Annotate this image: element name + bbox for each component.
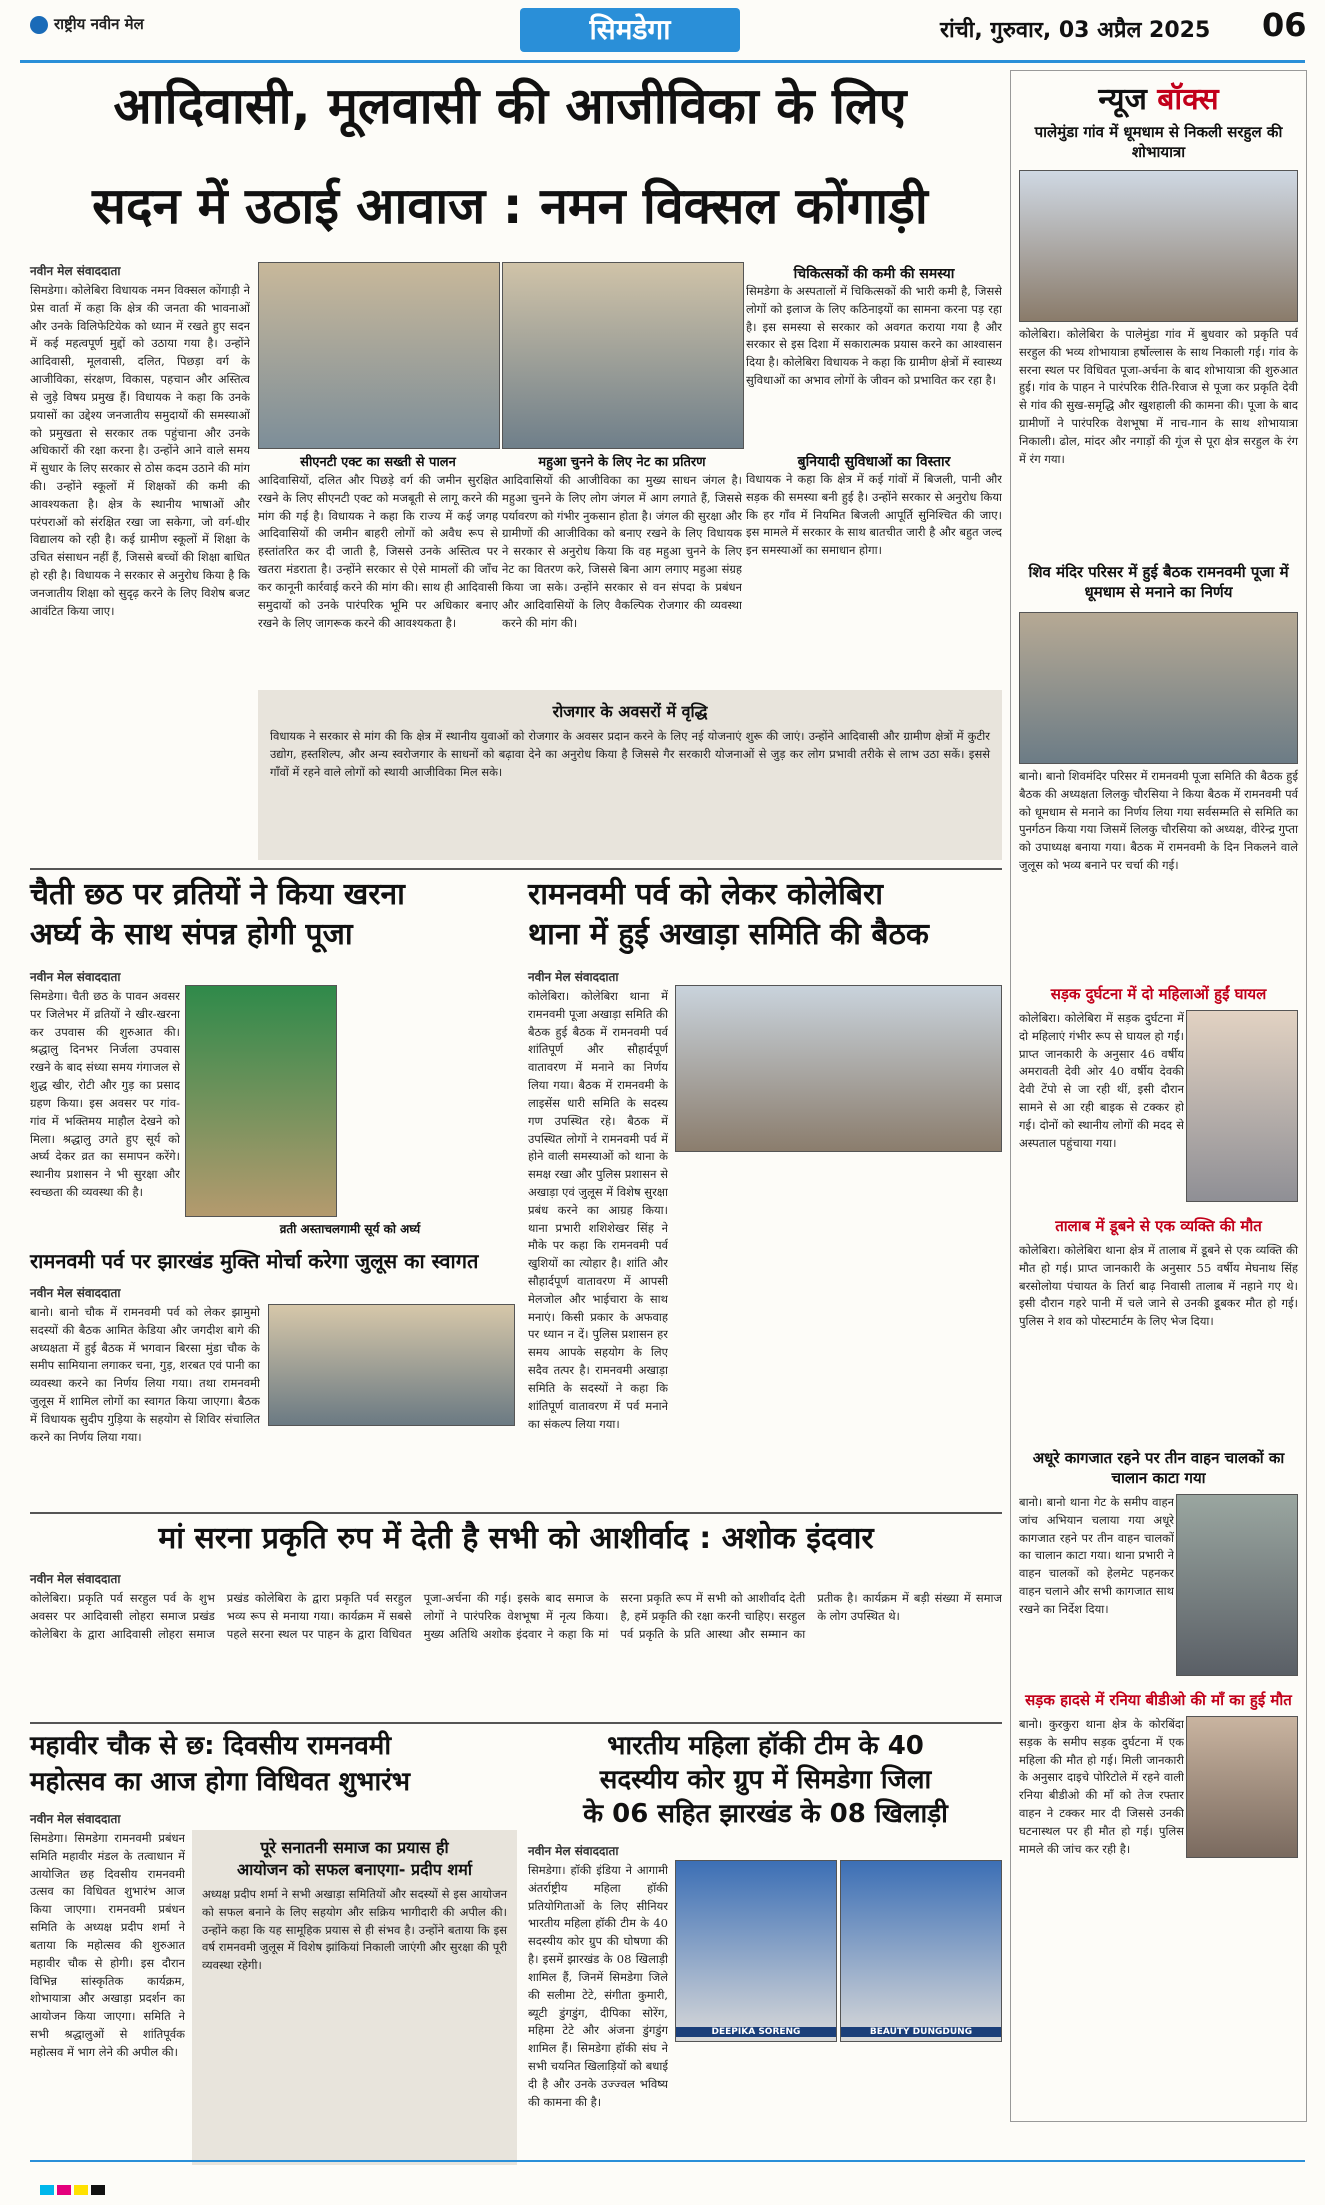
kolebira-photo — [675, 985, 1002, 1152]
news-story3-text: कोलेबिरा। कोलेबिरा में सड़क दुर्घटना में दो महिलाएं गंभीर रूप से घायल हो गईं। प्राप्त जानकारी के अनुसार 46 वर्षीय अमरावती देवी ओर 40 वर्षीय देवकी देवी टेंपो से जा रही थीं, इसी दौरान सामने से आ रही बाइक से टक्कर हो गई। दोनों को स्थानीय लोगों की मदद से अस्पताल पहुंचाया गया। — [1019, 1011, 1184, 1150]
news-story1-head: पालेमुंडा गांव में धूमधाम से निकली सरहुल की शोभायात्रा — [1034, 123, 1283, 161]
logo-icon — [30, 16, 48, 34]
employment-text: विधायक ने सरकार से मांग की कि क्षेत्र में स्थानीय युवाओं को रोजगार के अवसर प्रदान करने के लिए नई योजनाएं शुरू की जाएं। उन्होंने आदिवासी और ग्रामीण क्षेत्रों में कुटीर उद्योग, हस्तशिल्प, और अन्य स्वरोजगार के साधनों को बढ़ावा देने का अनुरोध किया है जिससे गैर सरकारी योजनाओं से जुड़ कर लोग प्रभावी तरीके से लाभ उठा सकें। इससे गाँवों में रहने वाले लोगों को स्थायी आजीविका मिल सके। — [270, 729, 990, 779]
masthead-rule — [20, 60, 1305, 63]
mahavir-quote-box — [192, 1830, 517, 2165]
sarna-headline: मां सरना प्रकृति रुप में देती है सभी को आशीर्वाद : अशोक इंदवार — [158, 1521, 874, 1556]
section-tab: सिमडेगा — [520, 8, 740, 52]
news-story2-text: बानो। बानो शिवमंदिर परिसर में रामनवमी पूजा समिति की बैठक हुई बैठक की अध्यक्षता लिलकु चौरसिया ने किया बैठक में रामनवमी पर्व को धूमधाम से मनाने का निर्णय लिया गया सर्वसम्मति से समिति का पुनर्गठन किया गया जिसमें लिलकु चौरसिया को अध्यक्ष, वीरेन्द्र गुप्ता को उपाध्यक्ष बनाया गया। बैठक में रामनवमी के दिन निकलने वाले जुलूस को भव्य बनाने पर चर्चा की गई। — [1019, 769, 1298, 873]
news-story4-text: कोलेबिरा। कोलेबिरा थाना क्षेत्र में तालाब में डूबने से एक व्यक्ति की मौत हो गई। प्राप्त जानकारी के अनुसार 55 वर्षीय मेघनाथ सिंह बरसोलोया पंचायत के तिर्रा बाढ़ निवासी तालाब में नहाने गए थे। इसी दौरान गहरे पानी में चले जाने से उनकी डूबकर मौत हो गई। पुलिस ने शव को पोस्टमार्टम के लिए भेज दिया। — [1019, 1243, 1298, 1329]
hockey-player-label-1: DEEPIKA SORENG — [676, 2027, 836, 2037]
mahavir-quote-text: अध्यक्ष प्रदीप शर्मा ने सभी अखाड़ा समितियों और सदस्यों से इस आयोजन को सफल बनाने के लिए सहयोग और सक्रिय भागीदारी की अपील की। उन्होंने कहा कि यह सामूहिक प्रयास से ही संभव है। उन्होंने बताया कि इस वर्ष रामनवमी जुलूस में विशेष झांकियां निकाली जाएंगी और सुरक्षा की पूरी व्यवस्था रहेगी। — [202, 1887, 507, 1973]
lead-photo-1 — [258, 262, 500, 449]
lead-photo2-caption: महुआ चुनने के लिए नेट का प्रतिरण — [538, 455, 706, 470]
hockey-byline: नवीन मेल संवाददाता — [528, 1844, 619, 1858]
mahavir-quote-head-line2: आयोजन को सफल बनाएगा- प्रदीप शर्मा — [236, 1860, 473, 1879]
news-story4-head: तालाब में डूबने से एक व्यक्ति की मौत — [1055, 1217, 1262, 1235]
mahavir-headline-line2: महोत्सव का आज होगा विधिवत शुभारंभ — [30, 1767, 411, 1797]
lead-col4-subhead: बुनियादी सुविधाओं का विस्तार — [797, 454, 951, 470]
ramnavami-jmm-text: बानो। बानो चौक में रामनवमी पर्व को लेकर झामुमो सदस्यों की बैठक आमित केडिया और जगदीश बागे की अध्यक्षता में हुई बैठक में भगवान बिरसा मुंडा चौक के समीप सामियाना लगाकर चना, गुड़, शरबत एवं पानी का व्यवस्था करने का निर्णय लिया गया। तथा रामनवमी जुलूस में शामिल लोगों का स्वागत किया जाएगा। बैठक में विधायक सुदीप गुड़िया के सहयोग से शिविर संचालित करने का निर्णय लिया गया। — [30, 1305, 260, 1444]
news-story5-photo — [1176, 1494, 1298, 1676]
page-number: 06 — [1262, 6, 1307, 44]
chhath-byline: नवीन मेल संवाददाता — [30, 970, 121, 984]
hockey-player-label-2: BEAUTY DUNGDUNG — [841, 2027, 1001, 2037]
lead-headline-line1: आदिवासी, मूलवासी की आजीविका के लिए — [113, 77, 907, 135]
news-story6-head: सड़क हादसे में रनिया बीडीओ की माँ का हुई मौत — [1025, 1691, 1292, 1709]
news-story1-text: कोलेबिरा। कोलेबिरा के पालेमुंडा गांव में बुधवार को प्रकृति पर्व सरहुल की भव्य शोभायात्रा हर्षोल्लास के साथ निकाली गई। गांव के सरना स्थल पर विधिवत पूजा-अर्चना के बाद शोभायात्रा की शुरुआत हुई। गांव के पाहन ने पारंपरिक रीति-रिवाज से पूजा कर प्रकृति देवी से गांव की सुख-समृद्धि और खुशहाली की कामना की। पूजा के बाद ग्रामीणों ने पारंपरिक वेशभूषा में नाच-गान के साथ शोभायात्रा निकाली। ढोल, मांदर और नगाड़ों की गूंज से पूरा क्षेत्र सरहुल के रंग में रंग गया। — [1019, 327, 1298, 466]
section-divider-3 — [30, 1722, 1002, 1724]
mahavir-byline: नवीन मेल संवाददाता — [30, 1812, 121, 1826]
ramnavami-jmm-photo — [268, 1304, 515, 1426]
ramnavami-jmm-byline: नवीन मेल संवाददाता — [30, 1286, 121, 1300]
hockey-headline-line2: सदस्यीय कोर ग्रुप में सिमडेगा जिला — [599, 1765, 932, 1795]
news-story3-head: सड़क दुर्घटना में दो महिलाओं हुईं घायल — [1050, 985, 1267, 1003]
lead-column-4: सिमडेगा के अस्पतालों में चिकित्सकों की भारी कमी है, जिससे लोगों को इलाज के लिए कठिनाइयों का सामना करना पड़ रहा है। इस समस्या से सरकार को अवगत कराया गया है और सरकार से इस दिशा में सकारात्मक प्रयास करने का आश्वासन दिया है। कोलेबिरा विधायक ने कहा कि ग्रामीण क्षेत्रों में स्वास्थ्य सुविधाओं का अभाव लोगों के जीवन को प्रभावित कर रहा है। — [746, 284, 1002, 388]
kolebira-text: कोलेबिरा। कोलेबिरा थाना में रामनवमी पूजा अखाड़ा समिति की बैठक हुई बैठक में रामनवमी पर्व शांतिपूर्ण और सौहार्दपूर्ण वातावरण में मनाने का निर्णय लिया गया। बैठक में रामनवमी के लाइसेंस धारी समिति के सदस्य गण उपस्थित रहे। बैठक में उपस्थित लोगों ने रामनवमी पर्व में होने वाली समस्याओं को थाना के समक्ष रखा और पुलिस प्रशासन से अखाड़ा एवं जुलूस में विशेष सुरक्षा प्रबंध करने का आग्रह किया। थाना प्रभारी शशिशेखर सिंह ने मौके पर कहा कि रामनवमी पर्व खुशियों का त्योहार है। शांति और सौहार्दपूर्ण वातावरण में आपसी मेलजोल और भाईचारा के साथ मनाएं। किसी प्रकार के अफवाह पर ध्यान न दें। पुलिस प्रशासन हर समय आपके सहयोग के लिए सदैव तत्पर है। रामनवमी अखाड़ा समिति के सदस्यों ने कहा कि शांतिपूर्ण वातावरण में पर्व मनाने का संकल्प लिया गया। — [528, 989, 668, 1431]
news-box-title: न्यूज बॉक्स — [1098, 82, 1219, 117]
newspaper-logo: राष्ट्रीय नवीन मेल — [30, 14, 144, 34]
kolebira-headline-line1: रामनवमी पर्व को लेकर कोलेबिरा — [528, 877, 884, 912]
news-story6-photo — [1186, 1716, 1298, 1858]
ramnavami-jmm-headline: रामनवमी पर्व पर झारखंड मुक्ति मोर्चा करेगा जुलूस का स्वागत — [30, 1249, 479, 1273]
kolebira-headline-line2: थाना में हुई अखाड़ा समिति की बैठक — [528, 917, 929, 952]
lead-headline-line2: सदन में उठाई आवाज : नमन विक्सल कोंगाड़ी — [92, 177, 928, 235]
hockey-text: सिमडेगा। हॉकी इंडिया ने आगामी अंतर्राष्ट्रीय महिला हॉकी प्रतियोगिताओं के लिए सीनियर भारतीय महिला हॉकी टीम के 40 सदस्यीय कोर ग्रुप की घोषणा की है। इसमें झारखंड के 08 खिलाड़ी शामिल हैं, जिनमें सिमडेगा जिले की सलीमा टेटे, संगीता कुमारी, ब्यूटी डुंगडुंग, दीपिका सोरेंग, महिमा टेटे और अंजना डुंगडुंग शामिल हैं। सिमडेगा हॉकी संघ ने सभी चयनित खिलाड़ियों को बधाई दी है और उनके उज्ज्वल भविष्य की कामना की है। — [528, 1863, 668, 2109]
news-story2-photo — [1019, 612, 1298, 764]
sarna-text: कोलेबिरा। प्रकृति पर्व सरहुल पर्व के शुभ अवसर पर आदिवासी लोहरा समाज प्रखंड कोलेबिरा के द्वारा आदिवासी लोहरा समाज प्रखंड कोलेबिरा के द्वारा प्रकृति पर्व सरहुल भव्य रूप से मनाया गया। कार्यक्रम में सबसे पहले सरना स्थल पर पाहन के द्वारा विधिवत पूजा-अर्चना की गई। इसके बाद समाज के लोगों ने पारंपरिक वेशभूषा में नृत्य किया। मुख्य अतिथि अशोक इंदवार ने कहा कि मां सरना प्रकृति रूप में सभी को आशीर्वाद देती है, हमें प्रकृति की रक्षा करनी चाहिए। सरहुल पर्व प्रकृति के प्रति आस्था और सम्मान का प्रतीक है। कार्यक्रम में बड़ी संख्या में समाज के लोग उपस्थित थे। — [30, 1591, 1002, 1641]
news-story1-photo — [1019, 170, 1298, 322]
sarna-byline: नवीन मेल संवाददाता — [30, 1572, 121, 1586]
hockey-headline-line3: के 06 सहित झारखंड के 08 खिलाड़ी — [583, 1799, 948, 1829]
chhath-photo-caption: व्रती अस्ताचलगामी सूर्य को अर्घ्य — [279, 1222, 421, 1236]
employment-head: रोजगार के अवसरों में वृद्धि — [552, 702, 708, 721]
chhath-text: सिमडेगा। चैती छठ के पावन अवसर पर जिलेभर में व्रतियों ने खीर-खरना कर उपवास की शुरुआत की। श्रद्धालु दिनभर निर्जला उपवास रखने के बाद संध्या समय गंगाजल से शुद्ध खीर, रोटी और गुड़ का प्रसाद ग्रहण किया। इस अवसर पर गांव-गांव में भक्तिमय माहौल देखने को मिला। श्रद्धालु उगते हुए सूर्य को अर्घ्य देकर व्रत का समापन करेंगे। स्थानीय प्रशासन ने भी सुरक्षा और स्वच्छता की व्यवस्था की है। — [30, 989, 180, 1199]
registration-marks — [40, 2180, 108, 2199]
chhath-headline-line2: अर्घ्य के साथ संपन्न होगी पूजा — [30, 917, 353, 952]
lead-column-3: आदिवासियों की आजीविका का मुख्य साधन जंगल है। महुआ चुनने के लिए लोग जंगल में आग लगाते हैं, जिससे पर्यावरण को गंभीर नुकसान होता है। जंगल की सुरक्षा और ग्रामीणों की आजीविका को बनाए रखने के लिए विधायक ने सरकार से अनुरोध किया कि वह महुआ चुनने के लिए नेट का वितरण करे, जिससे बिना आग लगाए महुआ संग्रह किया जा सके। उन्होंने सरकार से वन संपदा के प्रबंधन और आदिवासियों के लिए वैकल्पिक रोजगार की व्यवस्था करने की मांग की। — [502, 473, 742, 630]
mahavir-headline-line1: महावीर चौक से छ: दिवसीय रामनवमी — [30, 1731, 392, 1761]
lead-byline: नवीन मेल संवाददाता — [30, 264, 121, 278]
lead-column-1: सिमडेगा। कोलेबिरा विधायक नमन विक्सल कोंगाड़ी ने प्रेस वार्ता में कहा कि क्षेत्र की जनता की भावनाओं और उनके विलिफेटियेक को ध्यान में रखते हुए सदन में कई महत्वपूर्ण मुद्दों को उठाया गया है। उन्होंने आदिवासी, मूलवासी, दलित, पिछड़ा वर्ग के आजीविका, संरक्षण, विकास, पहचान और अस्तित्व से जुड़े विषय प्रमुख हैं। विधायक ने कहा कि उनके प्रयासों का उद्देश्य जनजातीय समुदायों की समस्याओं को प्रमुखता से सरकार तक पहुंचाना और उनके अधिकारों की रक्षा करना है। उन्होंने आने वाले समय में सुधार के लिए सरकार से ठोस कदम उठाने की मांग की। उन्होंने स्कूलों में शिक्षकों की कमी की आवश्यकता है। क्षेत्र के स्थानीय भाषाओं और परंपराओं को संरक्षित रखा जा सकेगा, जो वर्ग-धीर विद्यालय को रही है। कई ग्रामीण स्कूलों में शिक्षा के उचित संसाधन नहीं हैं, जिससे बच्चों की शिक्षा बाधित हो रही है। विधायक ने सरकार से अनुरोध किया है कि जनजातीय शिक्षा को सुदृढ़ करने के लिए विशेष बजट आवंटित किया जाए। — [30, 283, 250, 618]
chhath-headline-line1: चैती छठ पर व्रतियों ने किया खरना — [30, 877, 405, 912]
footer-rule — [30, 2160, 1305, 2162]
lead-column-4-wrap — [746, 262, 1002, 447]
hockey-photo-2 — [840, 1860, 1002, 2042]
mahavir-quote-head-line1: पूरे सनातनी समाज का प्रयास ही — [260, 1838, 449, 1857]
section-divider-2 — [30, 1512, 1002, 1514]
hockey-headline-line1: भारतीय महिला हॉकी टीम के 40 — [607, 1731, 924, 1761]
hockey-photo-1 — [675, 1860, 837, 2042]
news-story2-head: शिव मंदिर परिसर में हुई बैठक रामनवमी पूजा में धूमधाम से मनाने का निर्णय — [1028, 563, 1289, 601]
kolebira-byline: नवीन मेल संवाददाता — [528, 970, 619, 984]
mahavir-text: सिमडेगा। सिमडेगा रामनवमी प्रबंधन समिति महावीर मंडल के तत्वाधान में आयोजित छह दिवसीय रामनवमी उत्सव का विधिवत शुभारंभ आज किया जाएगा। रामनवमी प्रबंधन समिति के अध्यक्ष प्रदीप शर्मा ने बताया कि महोत्सव की शुरुआत महावीर चौक से होगी। इस दौरान विभिन्न सांस्कृतिक कार्यक्रम, शोभायात्रा और अखाड़ा प्रदर्शन का आयोजन किया जाएगा। समिति ने सभी श्रद्धालुओं से शांतिपूर्वक महोत्सव में भाग लेने की अपील की। — [30, 1831, 185, 2059]
lead-photo1-caption: सीएनटी एक्ट का सख्ती से पालन — [300, 455, 456, 470]
masthead — [0, 0, 1325, 80]
lead-photo-2 — [502, 262, 744, 449]
lead-column-4b-wrap — [746, 452, 1002, 682]
lead-col4-head: चिकित्सकों की कमी की समस्या — [793, 266, 955, 282]
news-story3-photo — [1186, 1010, 1298, 1202]
news-story6-text: बानो। कुरकुरा थाना क्षेत्र के कोरबिंदा सड़क के समीप सड़क दुर्घटना में एक महिला की मौत हो गई। मिली जानकारी के अनुसार दाइचे पोरिटोले में रहने वाली रनिया बीडीओ की माँ को तेज रफ्तार वाहन ने टक्कर मार दी जिससे उनकी घटनास्थल पर ही मौत हो गई। पुलिस मामले की जांच कर रही है। — [1019, 1717, 1184, 1856]
news-story5-text: बानो। बानो थाना गेट के समीप वाहन जांच अभियान चलाया गया अधूरे कागजात रहने पर तीन वाहन चालकों का चालान काटा गया। थाना प्रभारी ने वाहन चालकों को हेलमेट पहनकर वाहन चलाने और सभी कागजात साथ रखने का निर्देश दिया। — [1019, 1495, 1174, 1616]
dateline: रांची, गुरुवार, 03 अप्रैल 2025 — [940, 18, 1211, 43]
lead-column-4b: विधायक ने कहा कि क्षेत्र में कई गांवों में बिजली, पानी और सड़क की समस्या बनी हुई है। उन्होंने सरकार से अनुरोध किया कि हर गाँव में नियमित बिजली आपूर्ति सुनिश्चित की जाए। इस मामले में सरकार के साथ बातचीत जारी है और बहुत जल्द इन समस्याओं का समाधान होगा। — [746, 472, 1002, 558]
section-divider — [30, 868, 1002, 870]
news-box — [1010, 70, 1307, 2122]
lead-column-2: आदिवासियों, दलित और पिछड़े वर्ग की जमीन सुरक्षित रखने के लिए सीएनटी एक्ट को मजबूती से लागू करने की मांग की गई है। विधायक ने कहा कि राज्य में कई जगह आदिवासियों की जमीन बाहरी लोगों को अवैध रूप से हस्तांतरित कर दी जाती है, जिससे उनके अस्तित्व पर खतरा मंडराता है। उन्होंने सरकार से ऐसे मामलों की जाँच कर कानूनी कार्रवाई करने की मांग की। साथ ही आदिवासी समुदायों को उनके पारंपरिक भूमि पर अधिकार बनाए रखने के लिए जागरूक करने की आवश्यकता है। — [258, 473, 498, 630]
chhath-photo — [185, 985, 337, 1217]
news-story5-head: अधूरे कागजात रहने पर तीन वाहन चालकों का चालान काटा गया — [1032, 1449, 1285, 1487]
employment-band — [258, 690, 1002, 860]
